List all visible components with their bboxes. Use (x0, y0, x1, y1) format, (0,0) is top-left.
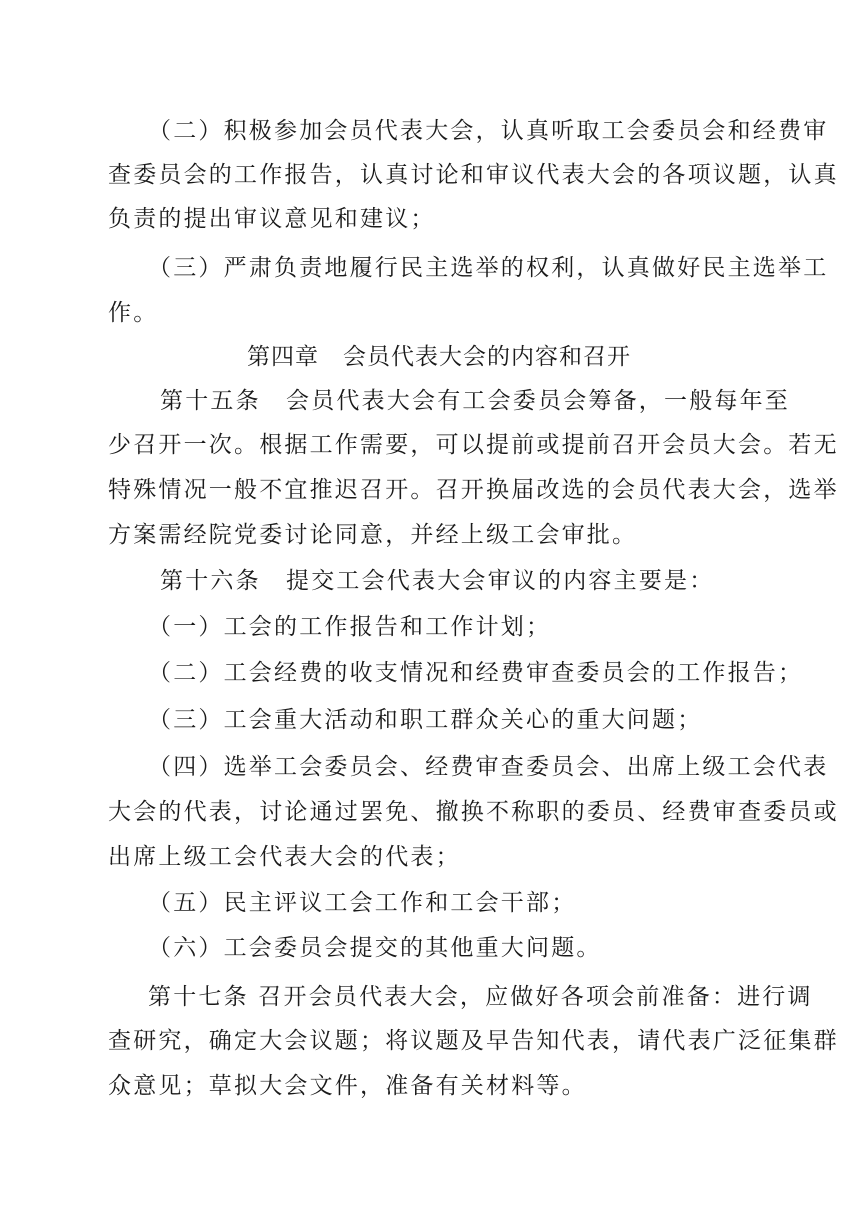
paragraph-line: 出席上级工会代表大会的代表； (108, 844, 461, 870)
paragraph-line: （三）严肃负责地履行民主选举的权利，认真做好民主选举工 (148, 255, 829, 281)
list-item: （一）工会的工作报告和工作计划； (148, 614, 552, 640)
paragraph-line: 方案需经院党委讨论同意，并经上级工会审批。 (108, 522, 638, 548)
paragraph-line: 少召开一次。根据工作需要，可以提前或提前召开会员大会。若无 (108, 432, 839, 458)
paragraph-line: 特殊情况一般不宜推迟召开。召开换届改选的会员代表大会，选举 (108, 477, 839, 503)
paragraph-line: 大会的代表，讨论通过罢免、撤换不称职的委员、经费审查委员或 (108, 799, 839, 825)
paragraph-line: 众意见；草拟大会文件，准备有关材料等。 (108, 1073, 587, 1099)
paragraph-line: 查委员会的工作报告，认真讨论和审议代表大会的各项议题，认真 (108, 162, 839, 188)
list-item: （四）选举工会委员会、经费审查委员会、出席上级工会代表 (148, 754, 829, 780)
paragraph-line: 负责的提出审议意见和建议； (108, 206, 436, 232)
list-item: （三）工会重大活动和职工群众关心的重大问题； (148, 707, 703, 733)
list-item: （六）工会委员会提交的其他重大问题。 (148, 935, 602, 961)
article-heading: 第十五条 会员代表大会有工会委员会筹备，一般每年至 (160, 388, 790, 414)
list-item: （二）工会经费的收支情况和经费审查委员会的工作报告； (148, 660, 804, 686)
article-heading: 第十六条 提交工会代表大会审议的内容主要是： (160, 568, 715, 594)
chapter-heading: 第四章 会员代表大会的内容和召开 (247, 344, 631, 370)
article-heading: 第十七条 召开会员代表大会，应做好各项会前准备：进行调 (148, 984, 813, 1010)
paragraph-line: 作。 (108, 300, 159, 326)
paragraph-line: （二）积极参加会员代表大会，认真听取工会委员会和经费审 (148, 118, 829, 144)
list-item: （五）民主评议工会工作和工会干部； (148, 890, 577, 916)
paragraph-line: 查研究，确定大会议题；将议题及早告知代表，请代表广泛征集群 (108, 1028, 839, 1054)
